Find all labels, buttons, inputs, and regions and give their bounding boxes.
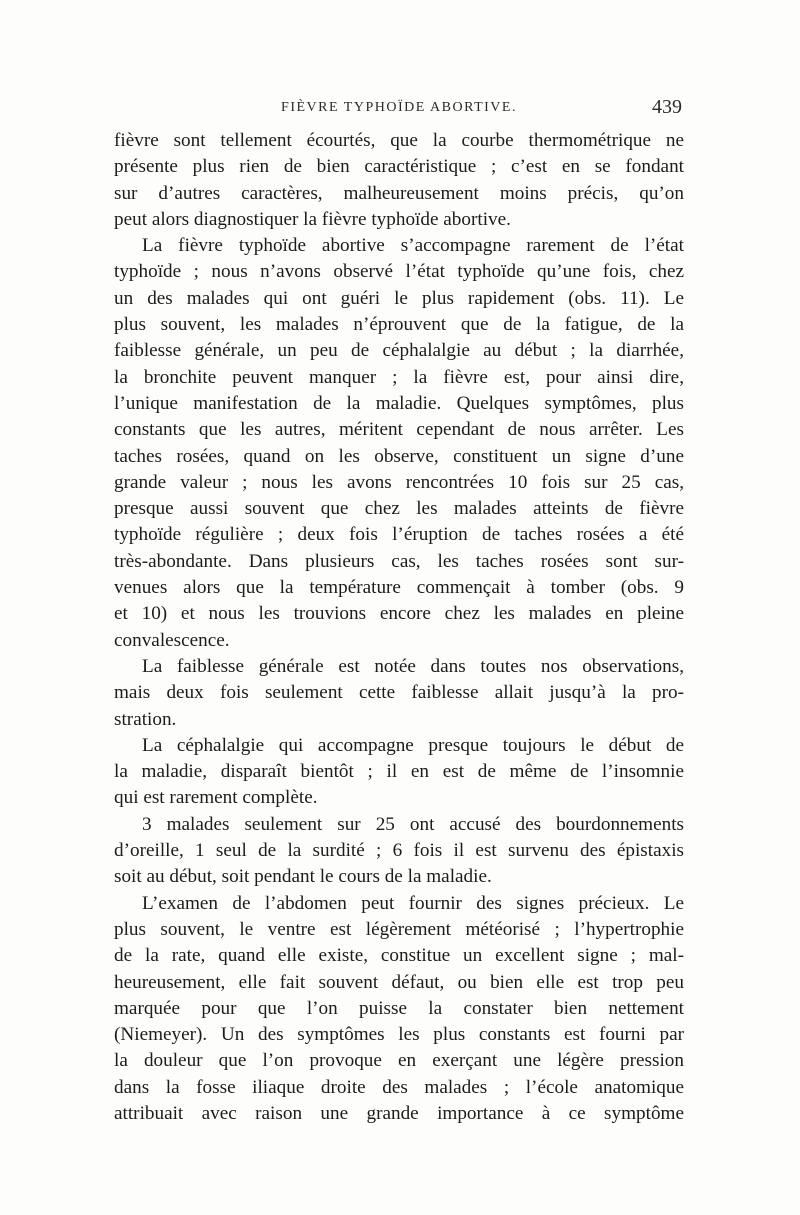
text-line: la douleur que l’on provoque en exerçant une légère pression: [114, 1050, 684, 1072]
text-line: qui est rarement complète.: [114, 787, 318, 809]
paragraph: [114, 654, 684, 733]
text-line: la bronchite peuvent manquer ; la fièvre est, pour ainsi dire,: [114, 366, 684, 388]
text-line: de la rate, quand elle existe, constitue un excellent signe ; mal-: [114, 945, 684, 967]
text-line: présente plus rien de bien caractéristique ; c’est en se fondant: [114, 156, 684, 178]
text-line: et 10) et nous les trouvions encore chez les malades en pleine: [114, 603, 684, 625]
text-line: constants que les autres, méritent cependant de nous arrêter. Les: [114, 419, 684, 441]
paragraph: [114, 733, 684, 812]
text-line: la maladie, disparaît bientôt ; il en est de même de l’insomnie: [114, 761, 684, 783]
paragraph: [114, 128, 684, 233]
page-number: 439: [652, 96, 682, 118]
text-line: L’examen de l’abdomen peut fournir des signes précieux. Le: [142, 892, 684, 914]
text-line: un des malades qui ont guéri le plus rapidement (obs. 11). Le: [114, 287, 684, 309]
text-line: La faiblesse générale est notée dans toutes nos observations,: [142, 655, 684, 677]
text-line: sur d’autres caractères, malheureusement moins précis, qu’on: [114, 182, 684, 204]
text-line: marquée pour que l’on puisse la constater bien nettement: [114, 997, 684, 1019]
text-line: (Niemeyer). Un des symptômes les plus constants est fourni par: [114, 1024, 684, 1046]
running-title: FIÈVRE TYPHOÏDE ABORTIVE.: [281, 100, 517, 115]
text-line: plus souvent, les malades n’éprouvent que de la fatigue, de la: [114, 314, 684, 336]
paragraph: [114, 891, 684, 1128]
text-line: attribuait avec raison une grande importance à ce symptôme: [114, 1102, 684, 1124]
text-line: venues alors que la température commençait à tomber (obs. 9: [114, 577, 684, 599]
text-line: l’unique manifestation de la maladie. Quelques symptômes, plus: [114, 392, 684, 414]
text-line: très-abondante. Dans plusieurs cas, les taches rosées sont sur-: [114, 550, 684, 572]
text-line: heureusement, elle fait souvent défaut, ou bien elle est trop peu: [114, 971, 684, 993]
text-line: soit au début, soit pendant le cours de la maladie.: [114, 866, 492, 888]
text-line: stration.: [114, 708, 177, 730]
text-line: La céphalalgie qui accompagne presque toujours le début de: [142, 734, 684, 756]
body-text: [114, 128, 684, 1127]
text-line: faiblesse générale, un peu de céphalalgie au début ; la diarrhée,: [114, 340, 684, 362]
text-line: dans la fosse iliaque droite des malades ; l’école anatomique: [114, 1076, 684, 1098]
text-line: typhoïde régulière ; deux fois l’éruption de taches rosées a été: [114, 524, 684, 546]
text-line: peut alors diagnostiquer la fièvre typhoïde abortive.: [114, 208, 511, 230]
text-line: presque aussi souvent que chez les malades atteints de fièvre: [114, 498, 684, 520]
text-line: d’oreille, 1 seul de la surdité ; 6 fois il est survenu des épistaxis: [114, 840, 684, 862]
paragraph: [114, 812, 684, 891]
text-line: grande valeur ; nous les avons rencontrées 10 fois sur 25 cas,: [114, 471, 684, 493]
text-line: convalescence.: [114, 629, 230, 651]
page-header: [116, 96, 682, 126]
text-line: typhoïde ; nous n’avons observé l’état typhoïde qu’une fois, chez: [114, 261, 684, 283]
text-line: mais deux fois seulement cette faiblesse allait jusqu’à la pro-: [114, 682, 684, 704]
text-line: fièvre sont tellement écourtés, que la courbe thermométrique ne: [114, 130, 684, 151]
text-line: plus souvent, le ventre est légèrement météorisé ; l’hypertrophie: [114, 918, 684, 940]
text-line: taches rosées, quand on les observe, constituent un signe d’une: [114, 445, 684, 467]
text-line: La fièvre typhoïde abortive s’accompagne rarement de l’état: [142, 235, 684, 257]
text-line: 3 malades seulement sur 25 ont accusé des bourdonnements: [142, 813, 684, 835]
paragraph: [114, 233, 684, 654]
